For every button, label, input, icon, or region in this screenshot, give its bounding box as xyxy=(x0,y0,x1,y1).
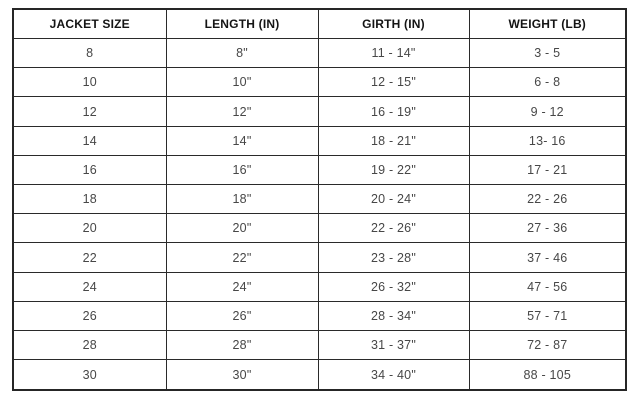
cell-weight: 13- 16 xyxy=(469,126,626,155)
column-header-girth: GIRTH (IN) xyxy=(318,9,469,39)
cell-girth: 34 - 40" xyxy=(318,360,469,390)
table-header xyxy=(13,9,626,39)
table-row xyxy=(13,68,626,97)
cell-length: 12" xyxy=(166,97,318,126)
column-header-jacket-size: JACKET SIZE xyxy=(13,9,166,39)
cell-weight: 88 - 105 xyxy=(469,360,626,390)
table-row xyxy=(13,243,626,272)
header-row xyxy=(13,9,626,39)
column-header-weight: WEIGHT (LB) xyxy=(469,9,626,39)
cell-jacket-size: 20 xyxy=(13,214,166,243)
table-row xyxy=(13,360,626,390)
table-row xyxy=(13,331,626,360)
cell-girth: 19 - 22" xyxy=(318,155,469,184)
cell-length: 30" xyxy=(166,360,318,390)
cell-jacket-size: 22 xyxy=(13,243,166,272)
cell-jacket-size: 10 xyxy=(13,68,166,97)
cell-jacket-size: 24 xyxy=(13,272,166,301)
table-row xyxy=(13,97,626,126)
cell-weight: 17 - 21 xyxy=(469,155,626,184)
cell-length: 18" xyxy=(166,185,318,214)
table-row xyxy=(13,185,626,214)
table-row xyxy=(13,301,626,330)
cell-jacket-size: 14 xyxy=(13,126,166,155)
cell-girth: 31 - 37" xyxy=(318,331,469,360)
table-row xyxy=(13,39,626,68)
cell-weight: 6 - 8 xyxy=(469,68,626,97)
cell-girth: 18 - 21" xyxy=(318,126,469,155)
cell-length: 24" xyxy=(166,272,318,301)
cell-girth: 28 - 34" xyxy=(318,301,469,330)
size-chart xyxy=(12,8,627,391)
cell-girth: 23 - 28" xyxy=(318,243,469,272)
cell-weight: 22 - 26 xyxy=(469,185,626,214)
cell-jacket-size: 12 xyxy=(13,97,166,126)
cell-jacket-size: 30 xyxy=(13,360,166,390)
cell-jacket-size: 28 xyxy=(13,331,166,360)
cell-jacket-size: 8 xyxy=(13,39,166,68)
cell-length: 22" xyxy=(166,243,318,272)
cell-length: 8" xyxy=(166,39,318,68)
cell-weight: 47 - 56 xyxy=(469,272,626,301)
size-chart-table xyxy=(12,8,627,391)
cell-weight: 3 - 5 xyxy=(469,39,626,68)
cell-length: 14" xyxy=(166,126,318,155)
cell-jacket-size: 26 xyxy=(13,301,166,330)
cell-girth: 12 - 15" xyxy=(318,68,469,97)
cell-length: 20" xyxy=(166,214,318,243)
cell-length: 16" xyxy=(166,155,318,184)
cell-girth: 16 - 19" xyxy=(318,97,469,126)
cell-weight: 37 - 46 xyxy=(469,243,626,272)
cell-jacket-size: 18 xyxy=(13,185,166,214)
cell-girth: 22 - 26" xyxy=(318,214,469,243)
table-row xyxy=(13,214,626,243)
cell-weight: 72 - 87 xyxy=(469,331,626,360)
cell-jacket-size: 16 xyxy=(13,155,166,184)
table-body xyxy=(13,39,626,391)
cell-girth: 11 - 14" xyxy=(318,39,469,68)
cell-girth: 20 - 24" xyxy=(318,185,469,214)
table-row xyxy=(13,126,626,155)
cell-weight: 27 - 36 xyxy=(469,214,626,243)
cell-length: 26" xyxy=(166,301,318,330)
cell-length: 28" xyxy=(166,331,318,360)
table-row xyxy=(13,272,626,301)
cell-weight: 9 - 12 xyxy=(469,97,626,126)
table-row xyxy=(13,155,626,184)
cell-girth: 26 - 32" xyxy=(318,272,469,301)
cell-length: 10" xyxy=(166,68,318,97)
column-header-length: LENGTH (IN) xyxy=(166,9,318,39)
cell-weight: 57 - 71 xyxy=(469,301,626,330)
